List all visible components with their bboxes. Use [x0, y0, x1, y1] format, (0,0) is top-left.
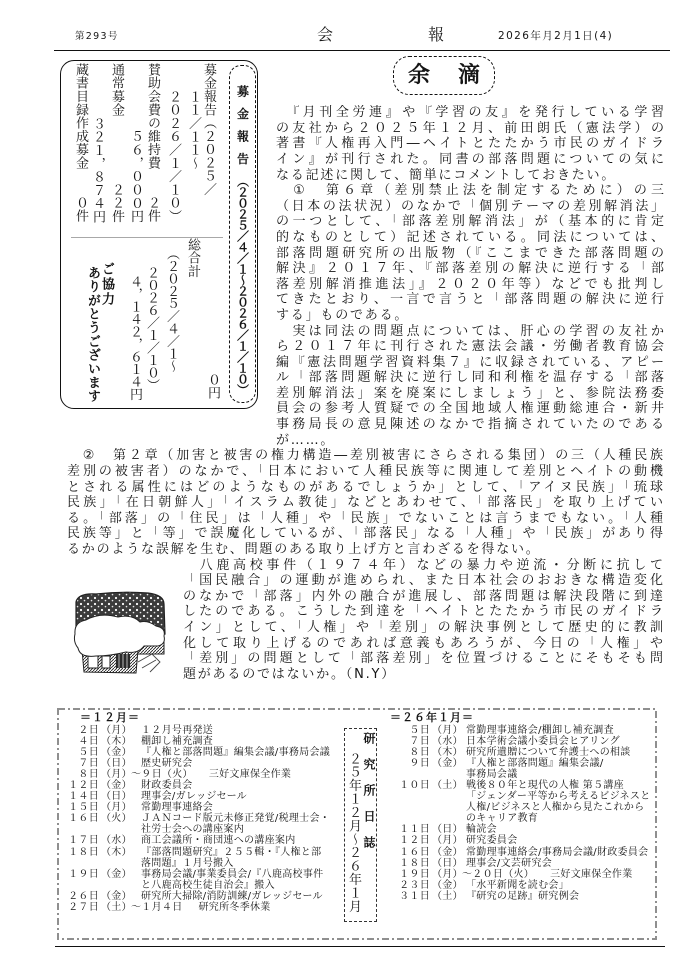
entry-weekday: （金） [101, 868, 132, 880]
entry-event [131, 835, 296, 846]
entry-day: １７日 [68, 835, 99, 847]
fund-total-label: 総合計 [185, 238, 200, 278]
entry-event-line: 『研究の足跡』研究例会 [466, 890, 580, 902]
issue-number: 第293号 [75, 31, 119, 42]
entry-day: １２日 [399, 835, 430, 847]
diary-entry [64, 747, 340, 758]
entry-day: ３１日 [399, 890, 430, 902]
article-line: 『月刊全労連』や『学習の友』を発行している学習 [276, 105, 664, 121]
article-line: の一つとして、「部落差別解消法」が（基本的に肯定 [276, 214, 664, 230]
entry-event-line: 研究所冬季休業 [198, 902, 271, 913]
article-paragraph [276, 105, 664, 183]
entry-weekday: （金） [101, 890, 132, 902]
entry-day: １４日 [68, 791, 99, 803]
entry-weekday: （土） [432, 890, 463, 902]
entry-event-line: 理事会/ガレッジセール [141, 791, 247, 803]
article-line: ら２０１７年に刊行された憲法会議・労働者教育協会 [276, 339, 664, 355]
diary-entry [388, 891, 656, 902]
article-line: 的なものとして）記述されている。同法については、 [276, 229, 664, 245]
diary-month-heading: ＝２６年１月＝ [390, 711, 474, 724]
entry-event [131, 791, 247, 802]
fund-item-amount: ３２１，８７４円 [90, 116, 105, 223]
entry-event [534, 869, 632, 880]
article-paragraph [67, 448, 663, 557]
article-line: が……。 [276, 432, 336, 448]
fund-total-period: （２０２５／４／１～ [164, 247, 179, 372]
entry-weekday: （月） [432, 724, 463, 736]
column-title: 余滴 [408, 62, 509, 88]
article-line: 差別解消法」案を廃案にしましょう」と、参院法務委 [276, 385, 664, 401]
entry-day: ２３日 [399, 879, 430, 891]
entry-weekday: （月） [432, 868, 463, 880]
entry-event-line: 三好文庫保全作業 [208, 768, 292, 780]
diary-entry [64, 725, 340, 736]
entry-weekday: （月） [101, 768, 132, 780]
entry-event-line: 戦後８０年と現代の人権 第５講座 [466, 779, 624, 791]
entry-weekday: （木） [101, 846, 132, 858]
diary-entry [64, 791, 340, 802]
banner-title-text: 募金報告 [235, 85, 250, 175]
entry-day: ４日 [78, 735, 99, 747]
entry-day: １９日 [68, 868, 99, 880]
entry-weekday: （土） [432, 779, 463, 791]
article-line: ② 第２章（加害と被害の権力構造―差別被害にさらされる集団）の三（人種民族 [67, 448, 663, 464]
entry-event-line: 棚卸し補充調査 [141, 735, 214, 747]
entry-event [131, 725, 213, 736]
entry-event-line: 歴史研究会 [141, 757, 193, 769]
diary-period: ２５年１２月～２６年１月 [346, 752, 361, 913]
entry-event [131, 736, 213, 747]
diary-entry [64, 847, 340, 869]
article-line: のなかで「部落」内外の融合が進展し、部落問題は解決段階に到達 [183, 588, 663, 604]
entry-event-line: 研究委員会 [466, 835, 518, 847]
report-heading-line: １１／１１～ [186, 90, 201, 170]
entry-day: １０日 [399, 779, 430, 791]
fund-item-amount: ５６，０００円 [128, 129, 143, 223]
entry-event [131, 847, 321, 869]
entry-day: ８日 [78, 768, 99, 780]
article-line: る。「部落」の「住民」は「人種」や「民族」でないことは言うまでもない。「人種 [67, 510, 663, 526]
diary-entry [64, 780, 340, 791]
diary-entry [388, 780, 656, 824]
entry-weekday: （金） [101, 779, 132, 791]
entry-event-line: 輪読会 [466, 824, 497, 836]
entry-event [131, 891, 323, 902]
article-line: 編『憲法問題学習資料集７』に収録されている、アピー [276, 354, 664, 370]
entry-event [131, 813, 330, 835]
entry-weekday: （日） [101, 757, 132, 769]
fund-item-label: 賛助会費の維持費 [145, 63, 160, 170]
diary-entry [64, 869, 340, 891]
diary-entry [64, 835, 340, 846]
entry-event-line: １２月号再発送 [141, 724, 214, 736]
entry-day: ２日 [78, 724, 99, 736]
entry-weekday: （水） [432, 735, 463, 747]
entry-event-line: と八鹿高校生徒自治会』搬入 [141, 879, 275, 891]
entry-event [462, 891, 579, 902]
entry-event-line: 人権/ビジネスと人権から見たこれから [466, 802, 645, 814]
entry-day: ５日 [78, 746, 99, 758]
entry-day: １１日 [399, 824, 430, 836]
entry-day: １５日 [68, 802, 99, 814]
fund-item-count: ０件 [73, 196, 88, 223]
fund-item-label: 蔵書目録作成募金 [73, 63, 88, 170]
header-rule [54, 50, 670, 51]
diary-entry [388, 880, 656, 891]
entry-day: ８日 [409, 746, 430, 758]
fund-item-count: ２２件 [109, 183, 124, 223]
entry-date-range: ～２０日（火） [462, 868, 535, 880]
article-paragraph [183, 558, 663, 683]
article-line: 八鹿高校事件（１９７４年）などの暴力や逆流・分断に抗して [183, 557, 663, 573]
entry-event [131, 747, 330, 758]
thanks-message: ご協力 [99, 262, 114, 307]
entry-day: １６日 [68, 813, 99, 825]
entry-event [462, 725, 614, 736]
article-line: 事務局長の意見陳述のなかで指摘されていたのである [276, 417, 664, 433]
article-paragraph [276, 324, 664, 449]
article-line: したのである。こうした到達を「ヘイトとたたかう市民のガイドラ [183, 604, 663, 620]
entry-event-line: 事務局会議/事業委員会/『八鹿高校事件 [141, 868, 324, 880]
entry-event-line: のキャリア教育 [466, 813, 539, 825]
fund-separator [71, 237, 223, 238]
entry-weekday: （月） [101, 724, 132, 736]
entry-weekday: （金） [101, 746, 132, 758]
article-line: 民族」「在日朝鮮人」「イスラム教徒」などとあわせて、「部落民」を取り上げてい [67, 495, 663, 511]
article-line: （日本の法状況）のなかで「個別テーマの差別解消法」 [276, 198, 664, 214]
entry-weekday: （日） [101, 791, 132, 803]
diary-entry [388, 858, 656, 869]
entry-date-range: ～９日（火） [131, 768, 193, 780]
entry-event [193, 769, 291, 780]
column-title-box [393, 56, 509, 95]
banner-period-text: （２０２５／４／１～２０２６／１／１０） [235, 175, 250, 395]
entry-event-line: 落問題』１月号搬入 [141, 857, 234, 869]
entry-day: １６日 [399, 846, 430, 858]
entry-event [462, 758, 604, 780]
article-line: 題があるのではないか。（N.Y） [183, 666, 397, 682]
article-beside-illustration [183, 558, 663, 683]
entry-event [462, 747, 631, 758]
article-narrow-column [276, 105, 664, 448]
entry-event [462, 880, 569, 891]
entry-weekday: （日） [432, 824, 463, 836]
article-paragraph [276, 183, 664, 323]
entry-day: １８日 [399, 857, 430, 869]
entry-event-line: 研究所遺贈について弁護士への相談 [466, 746, 631, 758]
diary-entry [388, 758, 656, 780]
entry-event-line: 『人権と部落問題』編集会議/事務局会議 [141, 746, 331, 758]
footer-rule [55, 946, 665, 947]
entry-event-line: 『部落問題研究』２５５輯・『人権と部 [141, 846, 322, 858]
article-line: とされる属性にはどのようなものがあるでしょうか」として、「アイヌ民族」「琉球 [67, 479, 663, 495]
report-heading-line: ２０２６／１／１０） [166, 90, 181, 223]
entry-weekday: （土） [101, 902, 132, 913]
article-line: 民族等」と「等」で誤魔化しているが、「部落民」なる「人種」や「民族」があり得 [67, 526, 663, 542]
entry-weekday: （木） [432, 746, 463, 758]
diary-entry [388, 847, 656, 858]
entry-event-line: 常勤理事連絡会/事務局会議/財政委員会 [466, 846, 649, 858]
article-line: 「差別」の問題として「部落差別」を位置づけることにそもそも問 [183, 651, 663, 667]
entry-event-line: ＪＡＮコード版元未修正発覚/税理士会・ [141, 813, 331, 825]
diary-entry [388, 835, 656, 846]
article-line: なる記述に関して、簡単にコメントしておきたい。 [276, 167, 617, 183]
entry-event-line: 日本学術会議小委員会ヒアリング [466, 735, 620, 747]
entry-weekday: （月） [432, 835, 463, 847]
entry-day: ５日 [409, 724, 430, 736]
entry-event-line: 商工会議所・商団連への講座案内 [141, 835, 296, 847]
diary-entry [388, 725, 656, 736]
diary-entry [64, 769, 340, 780]
fund-item-count: ２件 [145, 196, 160, 223]
article-full-width [67, 448, 663, 557]
entry-event [131, 758, 193, 769]
entry-weekday: （火） [101, 813, 132, 825]
diary-month-january [388, 712, 656, 902]
masthead-char-1: 会 [317, 25, 334, 44]
fund-total-period: ２０２６／１／１０） [144, 266, 159, 391]
article-line: ル「部落問題解決に逆行し同和利権を温存する「部落 [276, 370, 664, 386]
article-line: 部落問題研究所の出版物（『ここまできた部落問題の [276, 245, 664, 261]
entry-event-line: 三好文庫保全作業 [550, 868, 633, 880]
entry-event [462, 858, 552, 869]
article-line: 員会の参考人質疑での全国地域人権運動総連合・新井 [276, 401, 664, 417]
diary-entry [388, 747, 656, 758]
diary-entry [64, 736, 340, 747]
article-line: 「国民融合」の運動が進められ、また日本社会のおおきな構造変化 [183, 573, 663, 589]
entry-event [462, 835, 518, 846]
entry-event-line: 事務局会議 [466, 768, 518, 780]
article-line: 差別の被害者）のなかで、「日本において人種民族等に関連して差別とヘイトの動機 [67, 463, 663, 479]
article-line: 落差別解消推進法」』２０２０年等）などでも批判し [276, 276, 664, 292]
diary-entry [64, 758, 340, 769]
article-line: 解決』２０１７年、『部落差別の解決に逆行する「部 [276, 261, 664, 277]
diary-entry [64, 902, 340, 913]
entry-day: ２７日 [68, 902, 99, 913]
entry-event-line: 常勤理事連絡会/棚卸し補充調査 [466, 724, 614, 736]
article-line: 実は同法の問題点については、肝心の学習の友社か [276, 323, 664, 339]
entry-event-line: 常勤理事連絡会 [141, 802, 214, 814]
article-line: イン」として、「人権」や「差別」の解決事例として歴史的に教訓 [183, 619, 663, 635]
article-line: てきたとおり、一言で言うと「部落問題の解決に逆行 [276, 292, 664, 308]
entry-event [131, 780, 193, 791]
article-line: るかのような誤解を生む、問題のある取り上げ方と言わざるを得ない。 [67, 541, 541, 557]
entry-event-line: 『人権と部落問題』編集会議/ [466, 757, 604, 769]
entry-day: ７日 [409, 735, 430, 747]
article-line: 化して取り上げるのであれば意義もあろうが、今日の「人権」や [183, 635, 663, 651]
entry-weekday: （金） [432, 846, 463, 858]
entry-event-line: 社労士会への講座案内 [141, 824, 244, 836]
entry-day: ９日 [409, 757, 430, 769]
diary-entry [64, 802, 340, 813]
entry-event-line: 理事会/文芸研究会 [466, 857, 553, 869]
diary-entry [388, 869, 656, 880]
entry-day: １８日 [68, 846, 99, 858]
ground-scribble [138, 654, 160, 672]
entry-weekday: （金） [432, 879, 463, 891]
entry-event-line: 「ジェンダー平等から考えるビジネスと [466, 791, 651, 803]
diary-month-december [64, 712, 340, 913]
entry-event-line: 「水平新聞を読む会」 [466, 879, 569, 891]
article-line: イン』が刊行された。同書の部落問題についての気に [276, 151, 664, 167]
entry-day: １２日 [68, 779, 99, 791]
entry-event-line: 研究所大掃除/消防訓練/ガレッジセール [141, 890, 323, 902]
entry-event [462, 780, 651, 824]
entry-day: １９日 [399, 868, 430, 880]
entry-weekday: （木） [101, 735, 132, 747]
issue-date: 2026年月2月1日(4) [498, 30, 614, 42]
masthead-char-2: 報 [428, 25, 445, 44]
diary-month-heading: ＝１２月＝ [80, 711, 140, 724]
entry-weekday: （金） [432, 757, 463, 769]
diary-entry [388, 736, 656, 747]
snowy-house-illustration [72, 590, 168, 678]
article-line: の友社から２０２５年１２月、前田朗氏（憲法学）の [276, 120, 664, 136]
entry-weekday: （日） [432, 857, 463, 869]
article-line: 著書『人権再入門―ヘイトとたたかう市民のガイドラ [276, 136, 664, 152]
entry-event [462, 736, 620, 747]
entry-event [462, 824, 497, 835]
entry-weekday: （月） [101, 802, 132, 814]
entry-event [183, 902, 271, 913]
entry-event [462, 847, 648, 858]
fundraising-report-box [60, 60, 258, 409]
entry-event [131, 869, 323, 891]
fund-item-amount: ０円 [205, 373, 220, 400]
entry-event-line: 財政委員会 [141, 779, 193, 791]
entry-date-range: ～１月４日 [131, 902, 183, 913]
article-line: する」ものである。 [276, 307, 410, 323]
entry-day: ７日 [78, 757, 99, 769]
diary-entry [388, 824, 656, 835]
diary-label-box [344, 728, 377, 922]
diary-entry [64, 891, 340, 902]
article-line: ① 第６章（差別禁止法を制定するために）の三 [276, 183, 664, 199]
entry-day: ２６日 [68, 890, 99, 902]
diary-label: 研究所日誌 [362, 732, 376, 862]
report-heading-line: 募金報告（２０２５／ [201, 63, 216, 196]
entry-event [131, 802, 213, 813]
diary-entry [64, 813, 340, 835]
fundraising-banner-title [236, 85, 250, 395]
thanks-message: ありがとうございます [85, 266, 100, 403]
fund-item-label: 通常募金 [109, 63, 124, 117]
entry-weekday: （水） [101, 835, 132, 847]
fund-total-amount: ４，１４２，６１４円 [127, 275, 142, 400]
